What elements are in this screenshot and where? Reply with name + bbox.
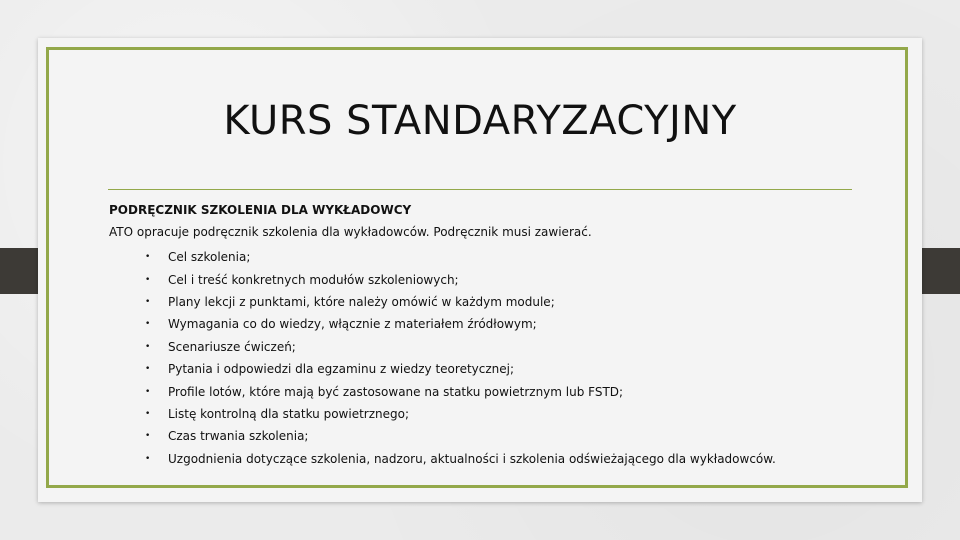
bullet-icon: •	[145, 319, 151, 330]
list-item-text: Cel szkolenia;	[168, 250, 251, 265]
slide-title: KURS STANDARYZACYJNY	[223, 98, 737, 144]
list-item	[109, 380, 776, 402]
bullet-icon: •	[145, 341, 151, 352]
section-heading: PODRĘCZNIK SZKOLENIA DLA WYKŁADOWCY	[109, 203, 412, 217]
list-item-text: Pytania i odpowiedzi dla egzaminu z wiedzy teoretycznej;	[168, 362, 515, 377]
bullet-icon: •	[145, 386, 151, 397]
intro-text: ATO opracuje podręcznik szkolenia dla wykładowców. Podręcznik musi zawierać.	[109, 225, 592, 239]
list-item	[109, 336, 776, 358]
list-item	[109, 246, 776, 268]
bullet-icon: •	[145, 252, 151, 263]
bullet-icon: •	[145, 364, 151, 375]
list-item-text: Plany lekcji z punktami, które należy omówić w każdym module;	[168, 294, 555, 309]
list-item-text: Scenariusze ćwiczeń;	[168, 339, 296, 354]
list-item	[109, 313, 776, 335]
list-item	[109, 268, 776, 290]
bullet-icon: •	[145, 453, 151, 464]
list-item	[109, 291, 776, 313]
list-item-text: Wymagania co do wiedzy, włącznie z materiałem źródłowym;	[168, 317, 537, 332]
list-item-text: Cel i treść konkretnych modułów szkoleniowych;	[168, 272, 459, 287]
bullet-icon: •	[145, 408, 151, 419]
list-item	[109, 358, 776, 380]
list-item	[109, 403, 776, 425]
bullet-icon: •	[145, 296, 151, 307]
title-divider	[108, 189, 852, 190]
bullet-icon: •	[145, 431, 151, 442]
requirements-list	[109, 246, 776, 470]
list-item-text: Uzgodnienia dotyczące szkolenia, nadzoru, aktualności i szkolenia odświeżającego dla wykładowców.	[168, 451, 776, 466]
list-item	[109, 448, 776, 470]
bullet-icon: •	[145, 274, 151, 285]
list-item	[109, 425, 776, 447]
list-item-text: Listę kontrolną dla statku powietrznego;	[168, 406, 410, 421]
list-item-text: Czas trwania szkolenia;	[168, 429, 309, 444]
list-item-text: Profile lotów, które mają być zastosowane na statku powietrznym lub FSTD;	[168, 384, 624, 399]
